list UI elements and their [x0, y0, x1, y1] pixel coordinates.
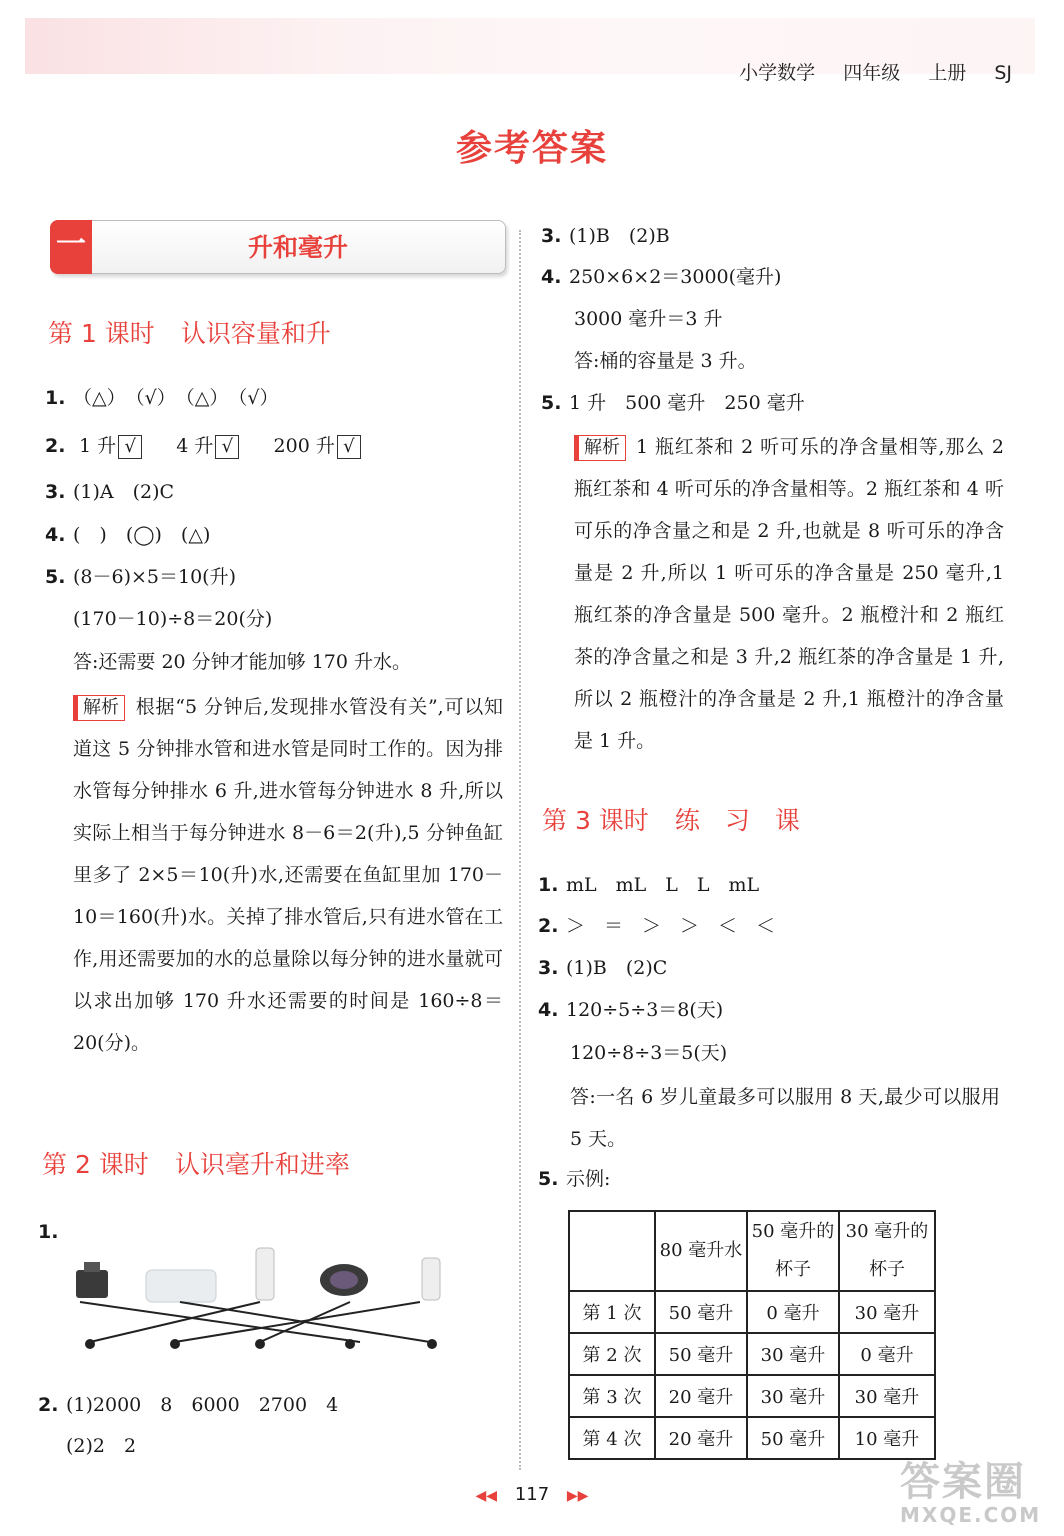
book-meta [717, 58, 1012, 85]
lesson-2-heading: 第 2 课时 认识毫升和进率 [42, 1150, 350, 1179]
l1-q2: 2. 1 升 √ 4 升 √ 200 升 √ [45, 432, 361, 460]
match-dot [427, 1339, 437, 1349]
l1-q1: 1. （△） （√） （△） （√） [45, 387, 279, 409]
bucket-icon [320, 1264, 368, 1296]
checkbox: √ [118, 435, 142, 459]
analysis-tag: 解析 [574, 435, 626, 461]
r-q3: 3. (1)B (2)B [541, 225, 670, 247]
grade: 四年级 [843, 62, 901, 84]
prev-page-icon[interactable]: ◀◀ [475, 1488, 498, 1504]
l3-q1: 1. mL mL L L mL [538, 874, 760, 896]
l2-q1: 1. [38, 1221, 59, 1243]
l2-q2-line1: 2. (1)2000 8 6000 2700 4 [38, 1394, 339, 1416]
l1-q5-line3: 答:还需要 20 分钟才能加够 170 升水。 [73, 651, 412, 673]
l3-q4-line3: 答:一名 6 岁儿童最多可以服用 8 天,最少可以服用 5 天。 [570, 1086, 1000, 1150]
page-title: 参考答案 [455, 128, 608, 169]
lesson-3-heading: 第 3 课时 练 习 课 [542, 806, 800, 835]
r-q4-line2: 3000 毫升＝3 升 [574, 308, 723, 330]
subject: 小学数学 [739, 62, 816, 84]
table-header-row: 80 毫升水 50 毫升的杯子 30 毫升的杯子 [569, 1211, 935, 1291]
edition: SJ [994, 62, 1012, 84]
volume: 上册 [928, 62, 967, 84]
match-dot [345, 1339, 355, 1349]
l1-q5-line2: (170－10)÷8＝20(分) [73, 608, 273, 630]
l3-q3: 3. (1)B (2)C [538, 957, 668, 979]
next-page-icon[interactable]: ▶▶ [566, 1488, 589, 1504]
lesson-1-heading: 第 1 课时 认识容量和升 [48, 319, 331, 348]
l1-analysis: 解析 根据“5 分钟后,发现排水管没有关”,可以知道这 5 分钟排水管和进水管是同时工作的。因为排水管每分钟排水 6 升,进水管每分钟进水 8 升,所以实际上相当于每分钟进水 8－6＝2(升),5 分钟鱼缸里多了 2×5＝10(升)水,还需要在鱼缸里加 170－10＝160(升)水。关掉了排水管后,只有进水管在工作,用还需要加的水的总量除以每分钟的进水量就可以求出加够 170 升水还需要的时间是 160÷8＝20(分)。 [73, 696, 503, 1054]
r-q4-line1: 4. 250×6×2＝3000(毫升) [541, 266, 782, 288]
ink-bottle-icon [76, 1262, 108, 1298]
unit-title: 升和毫升 [247, 233, 348, 262]
l1-q5-line1: 5. (8－6)×5＝10(升) [45, 566, 237, 588]
l1-q4: 4. ( ) (◯) (△) [45, 524, 211, 546]
shampoo-bottle-icon [256, 1248, 274, 1300]
analysis-tag: 解析 [73, 695, 125, 721]
matching-illustration [60, 1240, 520, 1360]
r-analysis: 解析 1 瓶红茶和 2 听可乐的净含量相等,那么 2 瓶红茶和 4 听可乐的净含量相等。2 瓶红茶和 4 听可乐的净含量之和是 2 升,也就是 8 听可乐的净含量是 2 升,所以 1 听可乐的净含量是 250 毫升,1 瓶红茶的净含量是 500 毫升。2 瓶橙汁和 2 瓶红茶的净含量之和是 3 升,2 瓶红茶的净含量是 1 升,所以 2 瓶橙汁的净含量是 2 升,1 瓶橙汁的净含量是 1 升。 [574, 436, 1004, 752]
checkbox: √ [215, 435, 239, 459]
watermark-logo: 答案圈 MXQE.COM [900, 1459, 1042, 1527]
table-row: 第 3 次 20 毫升 30 毫升 30 毫升 [569, 1375, 935, 1417]
r-q5: 5. 1 升 500 毫升 250 毫升 [541, 392, 805, 414]
match-dot [255, 1339, 265, 1349]
table-row: 第 1 次 50 毫升 0 毫升 30 毫升 [569, 1291, 935, 1333]
table-row: 第 2 次 50 毫升 30 毫升 0 毫升 [569, 1333, 935, 1375]
answer-table [568, 1210, 936, 1460]
l3-q4-line1: 4. 120÷5÷3＝8(天) [538, 999, 724, 1021]
checkbox: √ [337, 435, 361, 459]
r-q4-line3: 答:桶的容量是 3 升。 [574, 350, 757, 372]
unit-number: 一 [50, 220, 92, 274]
l2-q2-line2: (2)2 2 [66, 1435, 137, 1457]
bathtub-icon [146, 1270, 216, 1302]
page-number: 117 [514, 1484, 550, 1505]
l3-q2: 2. ＞ ＝ ＞ ＞ ＜ ＜ [538, 915, 776, 937]
medicine-bottle-icon [422, 1258, 440, 1300]
match-dot [170, 1339, 180, 1349]
table-row: 第 4 次 20 毫升 50 毫升 10 毫升 [569, 1417, 935, 1459]
l1-q3: 3. (1)A (2)C [45, 481, 175, 503]
l3-q5: 5. 示例: [538, 1168, 611, 1190]
l3-q4-line2: 120÷8÷3＝5(天) [570, 1042, 728, 1064]
match-dot [85, 1339, 95, 1349]
